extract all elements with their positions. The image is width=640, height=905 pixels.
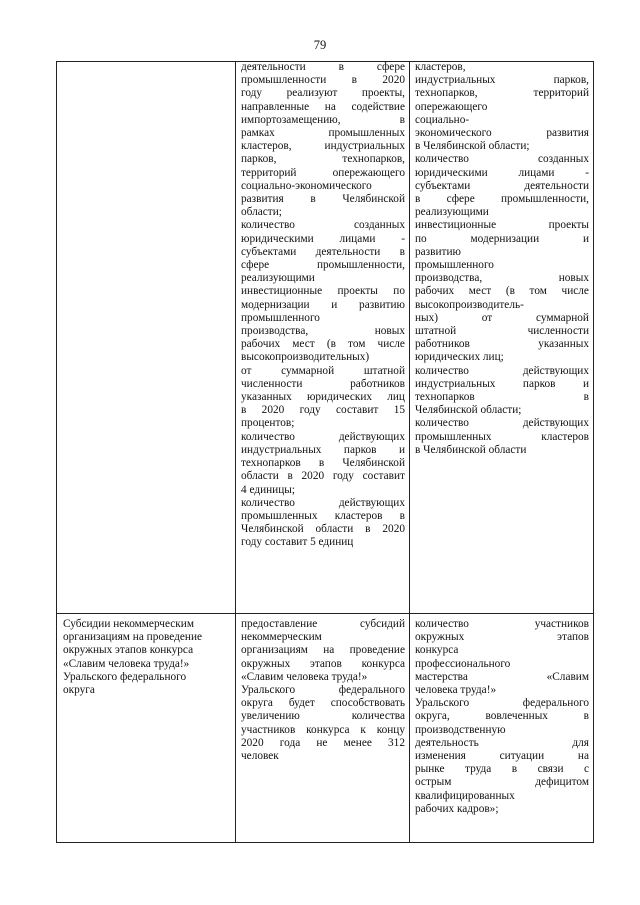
text-line: в Челябинской области;: [415, 140, 530, 153]
text-line: рамках промышленных: [241, 127, 405, 140]
text-line: в Челябинской области: [415, 443, 527, 456]
text-line: округа: [63, 684, 95, 697]
text-line: от суммарной штатной: [241, 364, 405, 377]
text-line: рабочих мест (в том числе: [415, 285, 589, 298]
text-line: высокопроизводитель-: [415, 298, 524, 311]
text-line: участников конкурса к концу: [241, 723, 405, 736]
text-line: промышленного: [241, 311, 320, 324]
text-line: окружных этапов: [415, 631, 589, 644]
text-line: юридическими лицами -: [415, 166, 589, 179]
text-line: развитию: [415, 245, 461, 258]
text-line: некоммерческим: [241, 631, 322, 644]
row1-left-cell: [57, 62, 235, 613]
text-line: опережающего: [415, 100, 488, 113]
text-line: Уральского федерального: [241, 684, 405, 697]
text-line: мастерства «Славим: [415, 670, 589, 683]
text-line: производства, новых: [415, 272, 589, 285]
row2-measure-cell: [63, 618, 231, 840]
text-line: количество созданных: [415, 153, 589, 166]
column-divider: [235, 62, 236, 842]
text-line: численности работников: [241, 377, 405, 390]
text-line: окружных этапов конкурса: [63, 644, 194, 657]
column-divider: [409, 62, 410, 842]
text-line: Челябинской области в 2020: [241, 523, 405, 536]
text-line: юридических лиц;: [415, 351, 504, 364]
text-line: промышленных кластеров: [415, 430, 589, 443]
text-line: индустриальных парков,: [415, 74, 589, 87]
text-line: высокопроизводительных): [241, 351, 370, 364]
text-line: кластеров,: [415, 61, 466, 73]
text-line: человека труда!»: [415, 684, 497, 697]
text-line: индустриальных парков и: [241, 443, 405, 456]
text-line: году составит 5 единиц: [241, 536, 354, 549]
text-line: в 2020 году составит 15: [241, 404, 405, 417]
text-line: рабочих мест (в том числе: [241, 338, 405, 351]
text-line: предоставление субсидий: [241, 618, 405, 630]
text-line: округа, вовлеченных в: [415, 710, 589, 723]
text-line: указанных юридических лиц: [241, 391, 405, 404]
text-line: профессионального: [415, 657, 511, 670]
text-line: направленные на содействие: [241, 100, 405, 113]
text-line: количество участников: [415, 618, 589, 630]
text-line: индустриальных парков и: [415, 377, 589, 390]
text-line: «Славим человека труда!»: [241, 670, 368, 683]
text-line: увеличению количества: [241, 710, 405, 723]
text-line: импортозамещению, в: [241, 113, 405, 126]
text-line: организациям на проведение: [241, 644, 405, 657]
text-line: производственную: [415, 723, 506, 736]
text-line: юридическими лицами -: [241, 232, 405, 245]
text-line: промышленности в 2020: [241, 74, 405, 87]
text-line: процентов;: [241, 417, 295, 430]
text-line: окружных этапов конкурса: [241, 657, 405, 670]
row2-result-cell: [241, 618, 405, 840]
text-line: количество действующих: [241, 430, 405, 443]
text-line: субъектами деятельности: [415, 179, 589, 192]
text-line: конкурса: [415, 644, 459, 657]
text-line: количество действующих: [415, 417, 589, 430]
text-line: социально-: [415, 113, 470, 126]
text-line: рабочих кадров»;: [415, 802, 499, 815]
text-line: территорий опережающего: [241, 166, 405, 179]
text-line: «Славим человека труда!»: [63, 657, 190, 670]
text-line: развития в Челябинской: [241, 193, 405, 206]
row2-indicator-cell: [415, 618, 589, 840]
text-line: модернизации и развитию: [241, 298, 405, 311]
text-line: Уральского федерального: [63, 670, 187, 683]
text-line: году реализуют проекты,: [241, 87, 405, 100]
row1-result-cell: [241, 61, 405, 612]
text-line: работников указанных: [415, 338, 589, 351]
text-line: изменения ситуации на: [415, 750, 589, 763]
text-line: экономического развития: [415, 127, 589, 140]
text-line: реализующими: [241, 272, 315, 285]
text-line: в сфере промышленности,: [415, 193, 589, 206]
text-line: человек: [241, 750, 279, 763]
text-line: количество действующих: [241, 496, 405, 509]
text-line: 4 единицы;: [241, 483, 295, 496]
text-line: технопарков в: [415, 391, 589, 404]
text-line: производства, новых: [241, 325, 405, 338]
text-line: технопарков в Челябинской: [241, 457, 405, 470]
measures-table: [56, 61, 594, 843]
text-line: штатной численности: [415, 325, 589, 338]
text-line: инвестиционные проекты: [415, 219, 589, 232]
text-line: по модернизации и: [415, 232, 589, 245]
text-line: рынке труда в связи с: [415, 763, 589, 776]
row-divider: [57, 613, 593, 614]
text-line: сфере промышленности,: [241, 259, 405, 272]
text-line: деятельности в сфере: [241, 61, 405, 73]
text-line: округа будет способствовать: [241, 697, 405, 710]
text-line: деятельность для: [415, 736, 589, 749]
text-line: Субсидии некоммерческим: [63, 618, 194, 630]
text-line: инвестиционные проекты по: [241, 285, 405, 298]
text-line: Уральского федерального: [415, 697, 589, 710]
text-line: субъектами деятельности в: [241, 245, 405, 258]
text-line: количество созданных: [241, 219, 405, 232]
page-number: 79: [313, 38, 327, 52]
text-line: реализующими: [415, 206, 489, 219]
text-line: технопарков, территорий: [415, 87, 589, 100]
text-line: области;: [241, 206, 282, 219]
text-line: острым дефицитом: [415, 776, 589, 789]
text-line: организациям на проведение: [63, 631, 202, 644]
text-line: области в 2020 году составит: [241, 470, 405, 483]
text-line: ных) от суммарной: [415, 311, 589, 324]
text-line: 2020 года не менее 312: [241, 736, 405, 749]
text-line: квалифицированных: [415, 789, 515, 802]
text-line: промышленных кластеров в: [241, 509, 405, 522]
text-line: парков, технопарков,: [241, 153, 405, 166]
text-line: кластеров, индустриальных: [241, 140, 405, 153]
row1-indicator-cell: [415, 61, 589, 612]
text-line: Челябинской области;: [415, 404, 522, 417]
text-line: социально-экономического: [241, 179, 372, 192]
text-line: количество действующих: [415, 364, 589, 377]
text-line: промышленного: [415, 259, 494, 272]
